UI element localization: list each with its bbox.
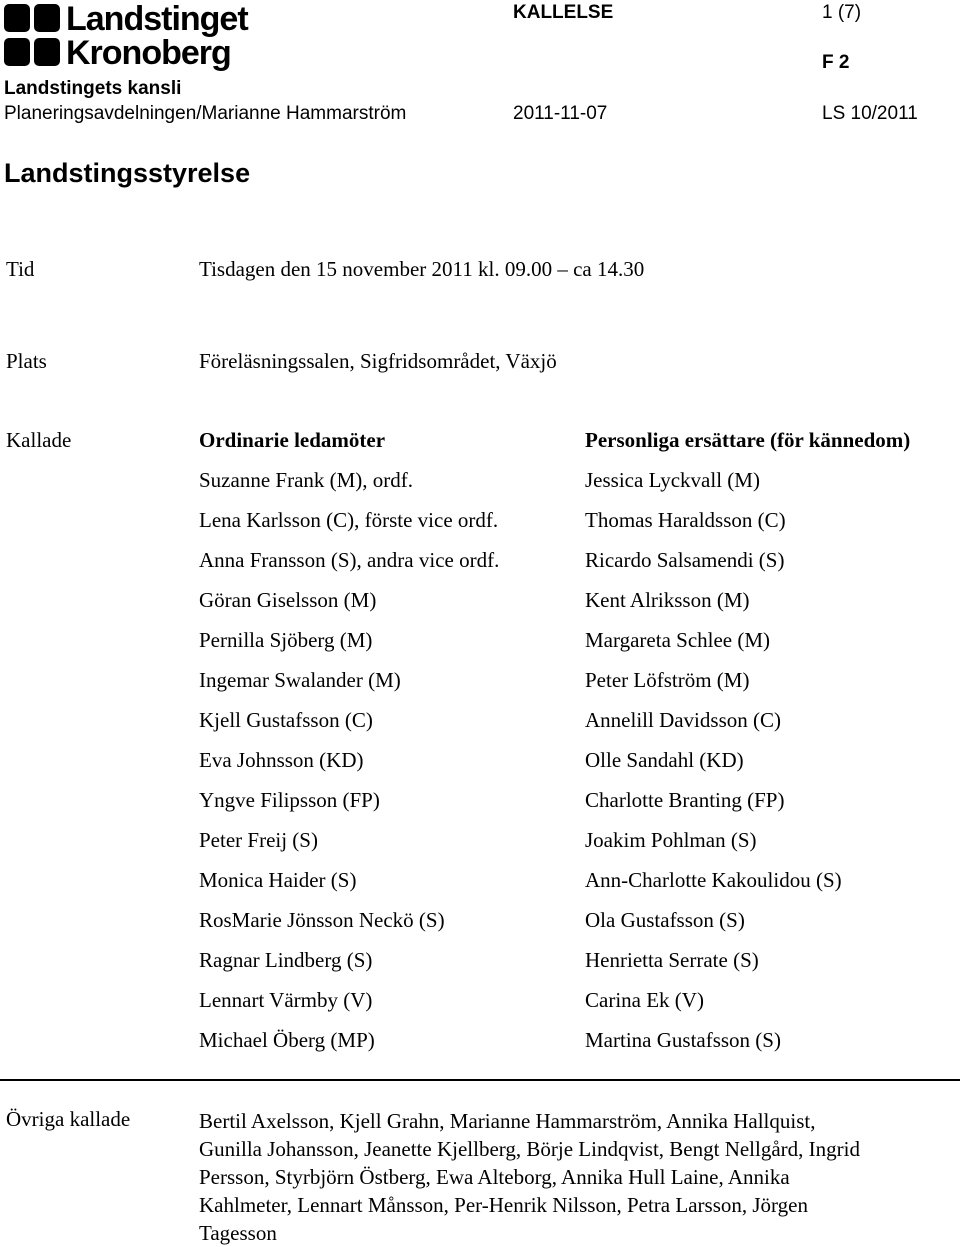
page-title: Landstingsstyrelse [4, 158, 251, 188]
member-name: Göran Giselsson (M) [199, 588, 377, 612]
attendee-row [199, 908, 960, 948]
member-name: Eva Johnsson (KD) [199, 748, 364, 772]
logo-mark-block [4, 4, 30, 32]
member-name: Suzanne Frank (M), ordf. [199, 468, 414, 492]
substitute-name: Henrietta Serrate (S) [585, 948, 759, 972]
attendee-row [199, 508, 960, 548]
member-name: Kjell Gustafsson (C) [199, 708, 373, 732]
attendee-row [199, 468, 960, 508]
member-name: Anna Fransson (S), andra vice ordf. [199, 548, 500, 572]
member-name: Lennart Värmby (V) [199, 988, 373, 1012]
member-name: Monica Haider (S) [199, 868, 357, 892]
member-name: RosMarie Jönsson Neckö (S) [199, 908, 445, 932]
ovriga-line: Kahlmeter, Lennart Månsson, Per-Henrik Nilsson, Petra Larsson, Jörgen [199, 1193, 808, 1217]
attendee-row [199, 708, 960, 748]
logo-mark-block [34, 4, 60, 32]
ovriga-line: Gunilla Johansson, Jeanette Kjellberg, Börje Lindqvist, Bengt Nellgård, Ingrid [199, 1137, 860, 1161]
attendee-row [199, 628, 960, 668]
logo-mark-block [34, 38, 60, 66]
ovriga-line: Persson, Styrbjörn Östberg, Ewa Alteborg, Annika Hull Laine, Annika [199, 1165, 790, 1189]
attendee-row [199, 1028, 960, 1068]
attendee-table [199, 428, 960, 1068]
attendee-row [199, 788, 960, 828]
substitute-name: Peter Löfström (M) [585, 668, 750, 692]
substitute-name: Annelill Davidsson (C) [585, 708, 781, 732]
substitutes-column-header: Personliga ersättare (för kännedom) [585, 428, 911, 452]
substitute-name: Margareta Schlee (M) [585, 628, 771, 652]
substitute-name: Jessica Lyckvall (M) [585, 468, 760, 492]
member-name: Peter Freij (S) [199, 828, 318, 852]
ovriga-line: Bertil Axelsson, Kjell Grahn, Marianne Hammarström, Annika Hallquist, [199, 1109, 816, 1133]
logo-mark-block [4, 38, 30, 66]
kallade-label: Kallade [6, 428, 72, 452]
office-name: Landstingets kansli [4, 78, 182, 99]
attendee-row [199, 748, 960, 788]
member-name: Yngve Filipsson (FP) [199, 788, 380, 812]
attendee-row [199, 828, 960, 868]
member-name: Ragnar Lindberg (S) [199, 948, 373, 972]
member-name: Ingemar Swalander (M) [199, 668, 401, 692]
substitute-name: Ola Gustafsson (S) [585, 908, 745, 932]
substitute-name: Kent Alriksson (M) [585, 588, 750, 612]
document-type: KALLELSE [513, 2, 614, 23]
member-name: Lena Karlsson (C), förste vice ordf. [199, 508, 499, 532]
substitute-name: Olle Sandahl (KD) [585, 748, 744, 772]
section-code: F 2 [822, 52, 850, 73]
time-label: Tid [6, 257, 35, 281]
reference-number: LS 10/2011 [822, 103, 918, 124]
ovriga-label: Övriga kallade [6, 1107, 131, 1131]
ovriga-line: Tagesson [199, 1221, 277, 1245]
substitute-name: Joakim Pohlman (S) [585, 828, 757, 852]
place-label: Plats [6, 349, 47, 373]
place-value: Föreläsningssalen, Sigfridsområdet, Växjö [199, 349, 557, 373]
ovriga-list [199, 1107, 960, 1247]
time-value: Tisdagen den 15 november 2011 kl. 09.00 – ca 14.30 [199, 257, 645, 281]
logo-text-line1: Landstinget [66, 0, 248, 38]
landstinget-kronoberg-logo [4, 2, 276, 72]
department-author: Planeringsavdelningen/Marianne Hammarström [4, 103, 407, 124]
document-date: 2011-11-07 [513, 103, 608, 124]
substitute-name: Martina Gustafsson (S) [585, 1028, 781, 1052]
attendee-row [199, 948, 960, 988]
substitute-name: Charlotte Branting (FP) [585, 788, 785, 812]
members-column-header: Ordinarie ledamöter [199, 428, 386, 452]
attendee-row [199, 548, 960, 588]
substitute-name: Thomas Haraldsson (C) [585, 508, 786, 532]
attendee-table-header [199, 428, 960, 468]
attendee-row [199, 588, 960, 628]
member-name: Michael Öberg (MP) [199, 1028, 375, 1052]
substitute-name: Ricardo Salsamendi (S) [585, 548, 785, 572]
substitute-name: Carina Ek (V) [585, 988, 704, 1012]
substitute-name: Ann-Charlotte Kakoulidou (S) [585, 868, 842, 892]
page-number: 1 (7) [822, 2, 862, 23]
attendee-row [199, 988, 960, 1028]
member-name: Pernilla Sjöberg (M) [199, 628, 373, 652]
attendee-row [199, 668, 960, 708]
logo-text-line2: Kronoberg [66, 34, 231, 72]
section-divider [0, 1079, 960, 1081]
attendee-row [199, 868, 960, 908]
